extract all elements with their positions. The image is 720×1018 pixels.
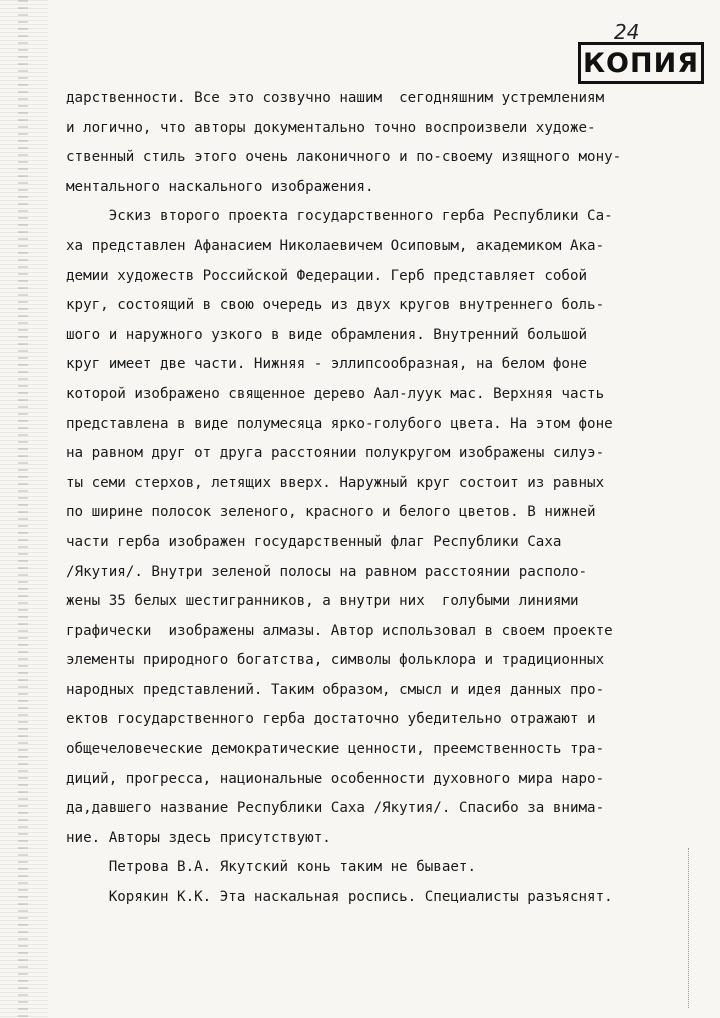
- text-line: и логично, что авторы документально точно воспроизвели художе-: [66, 119, 596, 136]
- text-line: Эскиз второго проекта государственного герба Республики Са-: [66, 208, 613, 225]
- text-line: представлена в виде полумесяца ярко-голубого цвета. На этом фоне: [66, 415, 613, 432]
- text-line: да,давшего название Республики Саха /Якутия/. Спасибо за внима-: [66, 800, 605, 817]
- text-line: части герба изображен государственный флаг Республики Саха: [66, 533, 562, 550]
- text-line: графически изображены алмазы. Автор использовал в своем проекте: [66, 622, 613, 639]
- text-line: на равном друг от друга расстоянии полукругом изображены силуэ-: [66, 445, 605, 462]
- text-line: /Якутия/. Внутри зеленой полосы на равном расстоянии располо-: [66, 563, 588, 580]
- text-line: элементы природного богатства, символы фольклора и традиционных: [66, 652, 605, 669]
- text-line: ты семи стерхов, летящих вверх. Наружный круг состоит из равных: [66, 474, 605, 491]
- text-line: жены 35 белых шестигранников, а внутри них голубыми линиями: [66, 593, 579, 610]
- text-line: круг, состоящий в свою очередь из двух кругов внутреннего боль-: [66, 297, 605, 314]
- text-line: круг имеет две части. Нижняя - эллипсообразная, на белом фоне: [66, 356, 588, 373]
- scan-edge-artifact-inner: [18, 0, 28, 1018]
- text-line: демии художеств Российской Федерации. Герб представляет собой: [66, 267, 588, 284]
- text-line: диций, прогресса, национальные особенности духовного мира наро-: [66, 770, 605, 787]
- text-line: Петрова В.А. Якутский конь таким не бывает.: [66, 859, 476, 876]
- text-line: ние. Авторы здесь присутствуют.: [66, 829, 331, 846]
- text-line: которой изображено священное дерево Аал-луук мас. Верхняя часть: [66, 385, 605, 402]
- text-line: Корякин К.К. Эта наскальная роспись. Специалисты разъяснят.: [66, 889, 613, 906]
- scan-margin-artifact: [688, 848, 695, 1008]
- text-line: народных представлений. Таким образом, смысл и идея данных про-: [66, 681, 605, 698]
- text-line: ментального наскального изображения.: [66, 178, 374, 195]
- handwritten-page-number: 24: [614, 20, 640, 44]
- document-body: [66, 84, 656, 913]
- text-line: ха представлен Афанасием Николаевичем Осиповым, академиком Ака-: [66, 237, 605, 254]
- text-line: ственный стиль этого очень лаконичного и по-своему изящного мону-: [66, 149, 622, 166]
- copy-stamp: КОПИЯ: [578, 42, 704, 84]
- text-line: шого и наружного узкого в виде обрамления. Внутренний большой: [66, 326, 588, 343]
- text-line: ектов государственного герба достаточно убедительно отражают и: [66, 711, 596, 728]
- text-line: общечеловеческие демократические ценности, преемственность тра-: [66, 741, 605, 758]
- text-line: по ширине полосок зеленого, красного и белого цветов. В нижней: [66, 504, 596, 521]
- text-line: дарственности. Все это созвучно нашим сегодняшним устремлениям: [66, 90, 605, 106]
